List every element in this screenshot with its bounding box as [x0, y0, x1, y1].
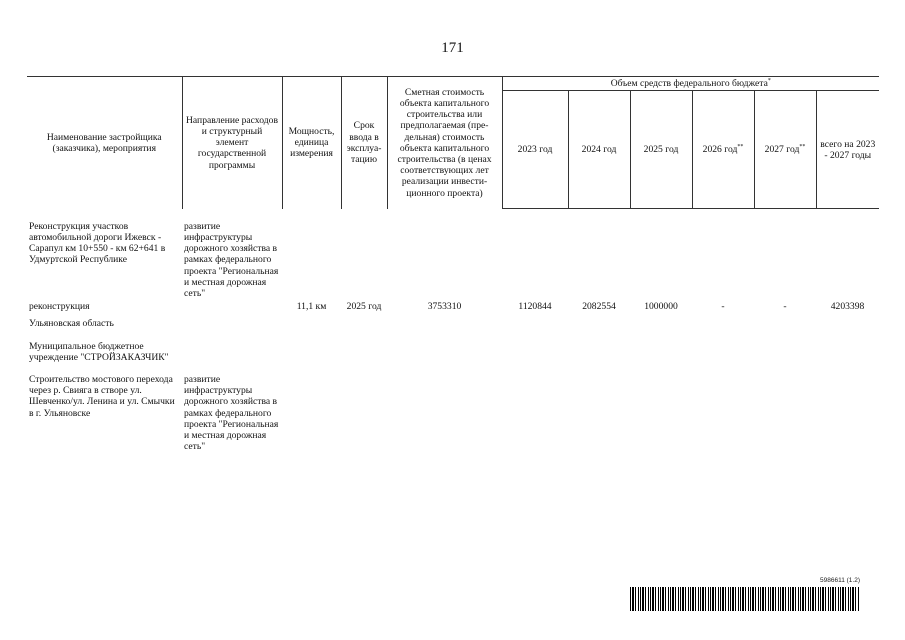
row-value-2023: 1120844 [518, 301, 552, 313]
header-year-2027 [754, 91, 816, 209]
barcode-bars [630, 587, 860, 611]
barcode [630, 577, 860, 613]
table-row [27, 312, 879, 329]
spacer-row [27, 209, 879, 221]
footnote-mark: * [767, 77, 771, 84]
budget-table [27, 76, 879, 452]
page-number: 171 [441, 40, 464, 56]
table-row [27, 330, 879, 363]
row-term: 2025 год [346, 301, 382, 313]
footnote-mark: ** [737, 143, 744, 150]
barcode-text: 5986611 (1.2) [820, 577, 860, 584]
header-federal-budget [502, 77, 879, 91]
row-value-2025: 1000000 [644, 301, 678, 313]
row-name: Строительство мостового перехода через р. Свияга в створе ул. Шевченко/ул. Ленина и ул. Смычки в г. Ульяновске [29, 373, 175, 419]
header-direction: Направление расходов и структурный элемент государственной программы [182, 77, 282, 209]
header-year-2025: 2025 год [630, 91, 692, 209]
row-capacity: 11,1 км [296, 301, 327, 313]
row-value-2024: 2082554 [582, 301, 616, 313]
header-name: Наименование застройщика (заказчика), мероприятия [27, 77, 182, 209]
row-direction: развитие инфраструктуры дорожного хозяйства в рамках федерального проекта "Региональная и местная дорожная сеть" [184, 373, 279, 453]
row-value-2026: - [721, 301, 725, 313]
header-term: Срок ввода в эксплуа-тацию [341, 77, 387, 209]
header-year-2023: 2023 год [502, 91, 568, 209]
row-name: Реконструкция участков автомобильной дороги Ижевск - Сарапул км 10+550 - км 62+641 в Удмуртской Республике [29, 220, 166, 266]
customer-name: Муниципальное бюджетное учреждение "СТРОЙЗАКАЗЧИК" [29, 340, 169, 363]
row-total: 4203398 [830, 301, 865, 313]
header-year-2024: 2024 год [568, 91, 630, 209]
header-federal-budget-label: Объем средств федерального бюджета [610, 78, 768, 89]
header-cost: Сметная стоимость объекта капитального строительства или предполагаемая (пре-дельная) стоимость объекта капитального строительства (в ценах соответствующих лет реализации инвести-ционного проекта) [387, 77, 502, 209]
header-year-2027-label: 2027 год [764, 144, 800, 156]
region-name: Ульяновская область [29, 318, 114, 330]
row-direction: развитие инфраструктуры дорожного хозяйства в рамках федерального проекта "Региональная и местная дорожная сеть" [184, 220, 279, 299]
row-name: реконструкция [29, 301, 90, 313]
header-capacity: Мощность, единица измерения [282, 77, 341, 209]
header-year-2026-label: 2026 год [702, 144, 738, 156]
table-row [27, 299, 879, 312]
table-row [27, 221, 879, 299]
header-total: всего на 2023 - 2027 годы [816, 91, 879, 209]
row-value-2027: - [783, 301, 787, 313]
header-year-2026 [692, 91, 754, 209]
table-row [27, 363, 879, 452]
row-cost: 3753310 [427, 301, 462, 313]
footnote-mark: ** [799, 143, 806, 150]
table-header-row [27, 77, 879, 91]
